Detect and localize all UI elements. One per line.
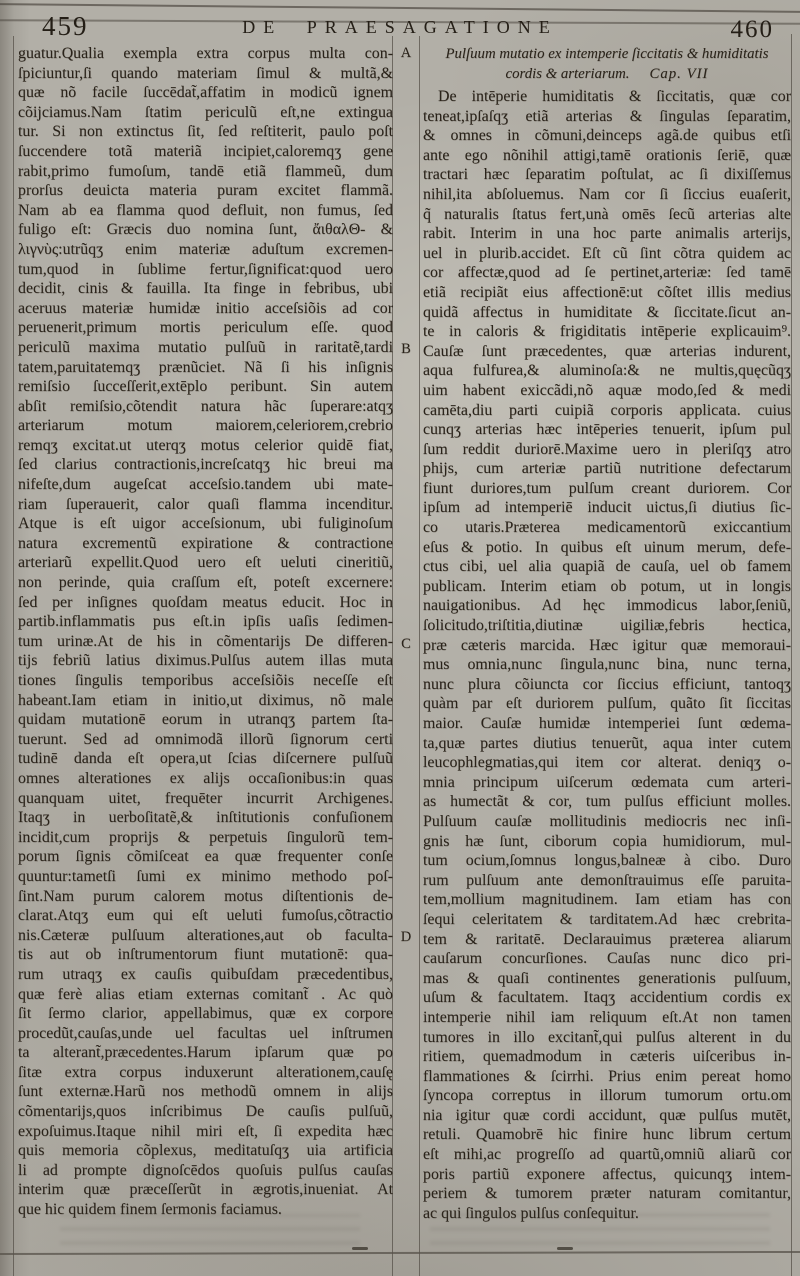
text-line: quanquam uitet, frequēter incurrit Archigenes. (18, 789, 393, 807)
text-line: Cauſæ ſunt præcedentes, quæ arterias indurent, (423, 342, 791, 360)
text-line: uſum & facultatem. Itaqʒ accidentium cordis ex (423, 989, 791, 1007)
text-line: riam ſuperauerit, calor quaſi flamma incenditur. (18, 495, 393, 513)
text-line: nauigationibus. Ad hęc immodicus labor,ſeniũ, (423, 597, 791, 615)
text-line: tumores in illo excitant̃,qui pulſus alterent in du (423, 1028, 791, 1046)
text-line: nia igitur quæ cordi accidunt, quæ pulſus mutēt, (423, 1106, 791, 1124)
text-line: nifeſte,dum augeſcat acceſsio.tandem ubi mate- (18, 476, 393, 494)
text-line: periculũ maxima mutatio pulſuũ in raritatẽ,tardi (18, 338, 393, 356)
chapter-heading-line2 (423, 64, 791, 84)
text-line: ſed per inſignes quoſdam meatus educit. Hoc in (18, 593, 393, 611)
text-line: intemperie nihil iam reliquum eſt.At non tamen (423, 1008, 791, 1026)
text-line: tum ocium,ſomnus longus,balneæ à cibo. Duro (423, 852, 791, 870)
text-line: arteriarũ expellit.Quod uero eſt ueluti cineritiũ, (18, 554, 393, 572)
text-line: tum,quod in ſublime fertur,ſignificat:quod uero (18, 260, 393, 278)
text-line: nihil,ita abſoluemus. Nam cor ſi ſiccius euaſerit, (423, 185, 791, 203)
chapter-heading (423, 44, 791, 84)
bottom-frame-rule (0, 1251, 800, 1255)
text-line: retuli. Quamobrē hic finire hunc librum certum (423, 1126, 791, 1144)
text-line: quàm par eſt duriorem pulſum, quãto ſit ſiccitas (423, 695, 791, 713)
text-line: Pulſuum cauſæ mollitudinis mediocris nec inſi- (423, 812, 791, 830)
text-line: ritiem, quemadmodum in cæteris uiſceribus in- (423, 1048, 791, 1066)
text-line: ſint.Nam purum calorem motus diſtentionis de- (18, 887, 393, 905)
text-line: quis memoria cõplexus, meditatuſqʒ uia artificia (18, 1142, 393, 1160)
text-line: ante ego nõnihil attigi,tamē orationis ſeriē, quæ (423, 146, 791, 164)
text-line: co utaris.Præterea medicamentorũ exiccantium (423, 519, 791, 537)
text-line: peruenerit,primum mortis periculum eſſe. quod (18, 319, 393, 337)
text-line: eſt mihi,ac progreſſo ad quartũ,omniũ aliarũ cor (423, 1146, 791, 1164)
text-line: tis aut ob inſtrumentorum fiunt mutationē: qua- (18, 946, 393, 964)
text-line: tudinē danda eſt opera,ut ſcias diſcernere pulſuũ (18, 750, 393, 768)
text-line: rum utraqʒ ex cauſis quibuſdam præcedentibus, (18, 965, 393, 983)
text-line: mnia principum uiſcerum œdemata cum arteri- (423, 773, 791, 791)
text-line: quæ nõ facile ſuccēdat̃,affatim in modicũ ignem (18, 84, 393, 102)
gutter-rule-right (419, 36, 420, 1276)
text-line: fiunt duriores,tum pulſum creant duriorem. Cor (423, 479, 791, 497)
text-line: nunc plura cõiuncta cor ſiccius efficiunt, tantoqʒ (423, 675, 791, 693)
text-line: partib.inflammatis pus eſt.in ipſis uaſis ſedimen- (18, 613, 393, 631)
text-line: phijs, cum arteriæ partiũ nutritione defectarum (423, 460, 791, 478)
text-line: tatem,paruitatemqʒ prænũciet. Nã ſi his inſignis (18, 358, 393, 376)
text-line: mus omnia,nunc ſingula,nunc bina, nunc terna, (423, 656, 791, 674)
text-line: ac qui ſingulos pulſus conſequitur. (423, 1204, 639, 1222)
text-line: poris partiũ exponere affectus, quicunqʒ intem- (423, 1165, 791, 1183)
text-line: expoſuimus.Itaque nihil miri eſt, ſi expedita hæc (18, 1122, 393, 1140)
text-line: tur. Si non extinctus ſit, ſed reſtiterit, paulo poſt (18, 123, 393, 141)
text-line: tum urinæ.At de his in cõmentarijs De differen- (18, 632, 393, 650)
right-column-text (423, 87, 791, 1223)
text-line: ta alterant̃,præcedentes.Harum ipſarum quæ po (18, 1044, 393, 1062)
text-line: que hic quidem finem ſermonis faciamus. (18, 1201, 282, 1219)
text-line: Nam ab ea flamma quod defluit, non fumus, ſed (18, 201, 393, 219)
text-line: tuerunt. Sed ad omnimodã illorũ ſignorum certi (18, 730, 393, 748)
text-line: eſus & potio. In quibus eſt uinum merum, defe- (423, 538, 791, 556)
left-column-text (18, 44, 393, 1220)
text-line: ſitæ extra corpus induxerunt alterationem,cauſę (18, 1063, 393, 1081)
text-line: flammationes & ſcirrhi. Prius enim pereat homo (423, 1067, 791, 1085)
running-title: DE PRAESAGATIONE (242, 17, 558, 37)
text-line: fuligo eſt: Græcis duo nomina ſunt, ἄιθαλΘ- & (18, 221, 393, 239)
text-line: ſed clarius contractionis,increſcatqʒ hic breui ma (18, 456, 393, 474)
top-rule-1 (0, 3, 800, 13)
text-line: decidit, cinis & fauilla. Ita finge in febribus, ubi (18, 280, 393, 298)
text-line: uel in plurib.accidet. Eſt cũ ſint cõtra quidem ac (423, 244, 791, 262)
text-line: leucophlegmatias,qui item cor alterat. deniqʒ o- (423, 754, 791, 772)
text-line: ſolicitudo,triſtitia,diutinæ uigiliæ,febris hectica, (423, 617, 791, 635)
text-line: tijs febriũ latius diximus.Pulſus autem illas muta (18, 652, 393, 670)
text-line: tem & raritatē. Declarauimus præterea aliarum (423, 930, 791, 948)
text-line: gnis hæ ſunt, ciborum copia humidiorum, mul- (423, 832, 791, 850)
text-line: tiones ſingulis temporibus acceſsiõis neceſſe eſt (18, 672, 393, 689)
text-line: te in caloris & frigiditatis intēperie explicauim⁹. (423, 323, 791, 341)
text-line: uim habent exiccãdi,nõ aquæ modo,ſed & medi (423, 381, 791, 399)
text-line: clarat.Atqʒ eum qui eſt ueluti fumoſus,cõtractio (18, 907, 393, 925)
text-line: cunqʒ arterias hæc intēperies tenuerit, ipſum pul (423, 421, 791, 439)
text-line: periem & tumorem præter naturam comitantur, (423, 1185, 791, 1203)
text-line: ipſum ad intemperiē inducit uictus,ſi diutius ſic- (423, 499, 791, 517)
text-line: ſpiciuntur,ſi quando materiam ſimul & multã,& (18, 64, 393, 82)
text-line: aqua fulfurea,& aluminoſa:& ne multis,quęcũqʒ (423, 362, 791, 380)
text-line: remiſsio ſucceſſerit,extēplo peribunt. Sin autem (18, 378, 393, 396)
text-line: rum pulſuum ante demonſtrauimus eſſe paruita- (423, 871, 791, 889)
text-line: teneat,ipſaſqʒ etiã arterias & ſingulas ſeparatim, (423, 107, 791, 125)
text-line: camēta,diu parti cuipiã corporis applicata. cuius (423, 401, 791, 419)
chapter-number: Cap. VII (649, 66, 709, 82)
text-line: ſyncopa correptus in illorum tumorum ortu.om (423, 1087, 791, 1105)
text-line: interim quæ præceſſerũt in ægrotis,inueniat. At (18, 1181, 393, 1199)
page-number-right: 460 (730, 16, 774, 43)
text-line: ſunt externæ.Harũ nos methodũ omnem in alijs (18, 1083, 393, 1101)
text-line: publicam. Interim etiam ob potum, ut in longis (423, 577, 791, 595)
text-line: prorſus deuicta materia puram excitet flammã. (18, 182, 393, 200)
text-line: Itaqʒ in uerboſitatẽ,& inſtitutionis confuſionem (18, 809, 393, 827)
text-line: maior. Cauſæ humidæ intemperiei ſunt œdema- (423, 715, 791, 732)
text-line: procedũt,cauſas,unde uel facultas uel inſtrumen (18, 1024, 393, 1042)
text-line: mas & quaſi continentes generationis pulſuum, (423, 969, 791, 987)
chapter-heading-line1: Pulſuum mutatio ex intemperie ſiccitatis & humiditatis (445, 46, 769, 62)
text-line: quidam mutationē eorum in utranqʒ partem ſta- (18, 711, 393, 729)
text-line: ſequi celeritatem & tarditatem.Ad hæc crebrita- (423, 910, 791, 928)
section-letter-c: C (401, 636, 411, 652)
text-line: non perinde, quia craſſum eſt, poteſt excernere: (18, 574, 393, 592)
text-line: rabit,primo fumoſum, tandē etiã flammeũ, dum (18, 162, 393, 180)
text-line: cõijciamus.Nam ſtatim periculũ eſt,ne extingua (18, 103, 393, 121)
text-line: ſum reddit duriorē.Maxime uero in pleriſqʒ atro (423, 440, 791, 458)
text-line: & omnes in cõmuni,deinceps agã.de quibus etſi (423, 127, 791, 145)
text-line: tractari hæc ſeparatim poſtulat, ac ſi dixiſſemus (423, 166, 791, 184)
text-line: habeant.Iam etiam in initio,ut diximus, nõ male (18, 691, 393, 709)
text-line: nis.Cæteræ pulſuum alterationes,aut ob faculta- (18, 926, 393, 944)
right-column (423, 44, 791, 1223)
text-line: aceruus materiæ humidæ initio acceſsiõis ad cor (18, 299, 393, 317)
text-line: ta,quæ partes diutius tenuerũt, aqua inter cutem (423, 734, 791, 752)
section-letter-b: B (401, 341, 411, 357)
text-line: De intēperie humiditatis & ſiccitatis, quæ cor (438, 88, 791, 105)
text-line: ctus cibi, uel alia quapiã de cauſa, uel ob famem (423, 558, 791, 576)
section-letter-a: A (400, 45, 412, 61)
text-line: λιγνὺς:utrũqʒ enim materiæ aduſtum excremen- (18, 240, 393, 258)
text-line: quæ ferè alias etiam externas comitant̃ . Ac quò (18, 985, 393, 1003)
text-line: porum ſignis cõmiſceat ea quæ frequenter conſe (18, 848, 393, 866)
text-line: cõmentarijs,quos inſcribimus De cauſis pulſuũ, (18, 1103, 393, 1121)
bleed-through-ghost-right (430, 1210, 770, 1250)
text-line: ſit ſermo clarior, appellabimus, quæ ex corpore (18, 1005, 393, 1023)
section-letter-d: D (400, 929, 412, 945)
text-line: cauſarum concurſiones. Cauſas nunc dico pri- (423, 950, 791, 968)
text-line: li ad prompte dignoſcēdos quoſuis pulſus cauſas (18, 1161, 393, 1179)
text-line: quuntur:tametſi ſumi ex minimo methodo poſ- (18, 867, 393, 885)
chapter-heading-text: cordis & arteriarum. (505, 66, 630, 82)
ink-mark-dash-2 (557, 1247, 573, 1250)
text-line: rabit. Interim in una hoc parte animalis arterijs, (423, 225, 791, 243)
right-frame-rule (791, 34, 792, 1276)
text-line: cor affectæ,quod ad ſe pertinet,arteriæ: ſed tamē (423, 264, 791, 282)
text-line: etiã recipiãt eius affectionē:ut cõſtet illis medius (423, 283, 791, 301)
text-line: tem,mollium magnitudinem. Iam etiam has con (423, 891, 791, 909)
text-line: incidit,cum proprijs & perpetuis ſingulorũ tem- (18, 828, 393, 846)
bleed-through-ghost-left (60, 1214, 360, 1250)
page-number-left: 459 (42, 11, 89, 41)
text-line: natura excrementũ expiratione & contractione (18, 534, 393, 552)
text-line: remqʒ excitat.ut uterqʒ motus celerior quidē fiat, (18, 436, 393, 454)
text-line: ſuccendere totã materiã incipiet,caloremqʒ gene (18, 142, 393, 160)
text-line: as humectãt & cor, tum pulſus efficiunt molles. (423, 793, 791, 811)
text-line: q̃ naturalis ſtatus fert,unà omēs ſecũ arterias alte (423, 205, 791, 223)
text-line: præ cæteris marcida. Hæc igitur quæ memoraui- (423, 636, 791, 654)
text-line: quidã affectus in humiditate & ſiccitate.ſicut an- (423, 303, 791, 321)
ink-mark-dash-1 (352, 1247, 368, 1250)
text-line: Atque is eſt uigor acceſsionum, ubi fuliginoſum (18, 515, 393, 533)
left-frame-rule (13, 36, 14, 1276)
text-line: arteriarum motum maiorem,celeriorem,crebrio (18, 417, 393, 435)
text-line: omnes alterationes ex alijs occaſionibus:in quas (18, 769, 393, 787)
text-line: guatur.Qualia exempla extra corpus multa con- (18, 45, 393, 62)
text-line: abſit remiſsio,cõtendit natura hãc ſuperare:atqʒ (18, 397, 393, 415)
